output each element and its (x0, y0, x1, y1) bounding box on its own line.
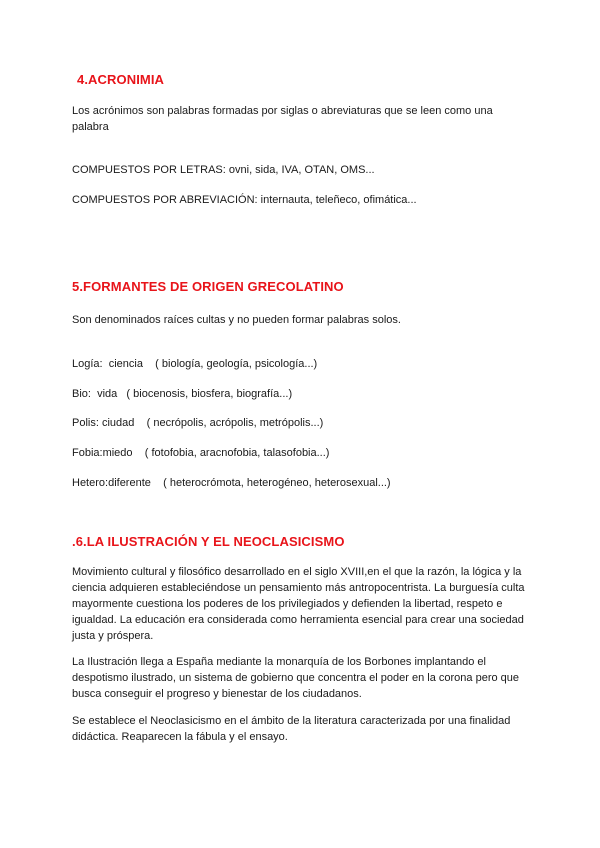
section-5-intro: Son denominados raíces cultas y no pueden formar palabras solos. (72, 314, 401, 326)
formant-examples: ( heterocrómota, heterogéneo, heterosexual...) (163, 477, 391, 489)
formant-row (72, 354, 317, 372)
formant-row (72, 443, 329, 461)
section-4-intro: Los acrónimos son palabras formadas por siglas o abreviaturas que se leen como una palabra (72, 105, 493, 133)
formant-root: Logía: ciencia (72, 358, 143, 370)
formant-root: Hetero:diferente (72, 477, 151, 489)
formant-examples: ( biología, geología, psicología...) (155, 358, 318, 370)
section-4-item: COMPUESTOS POR ABREVIACIÓN: internauta, teleñeco, ofimática... (72, 194, 417, 206)
section-6-paragraph: Se establece el Neoclasicismo en el ámbito de la literatura caracterizada por una finalidad didáctica. Reaparecen la fábula y el ensayo. (72, 715, 511, 743)
section-5-heading: 5.FORMANTES DE ORIGEN GRECOLATINO (72, 279, 344, 294)
section-4-heading: 4.ACRONIMIA (77, 72, 165, 87)
section-6-heading: .6.LA ILUSTRACIÓN Y EL NEOCLASICISMO (72, 534, 345, 549)
section-6-paragraph: La Ilustración llega a España mediante la monarquía de los Borbones implantando el despotismo ilustrado, un sistema de gobierno que concentra el poder en la corona pero que busca conseguir el progreso y bienestar de los ciudadanos. (72, 656, 520, 700)
formant-row (72, 384, 292, 402)
formant-root: Bio: vida (72, 388, 118, 400)
formant-root: Fobia:miedo (72, 447, 133, 459)
section-6-paragraph: Movimiento cultural y filosófico desarrollado en el siglo XVIII,en el que la razón, la lógica y la ciencia adquieren estableciéndose un pensamiento más antropocentrista. La burguesía culta mayormente cuestiona los poderes de los privilegiados y defienden la libertad, respeto e igualdad. La educación era considerada como herramienta esencial para crear una sociedad justa y próspera. (72, 566, 525, 642)
formant-row (72, 413, 323, 431)
formant-row (72, 473, 391, 491)
formant-root: Polis: ciudad (72, 417, 135, 429)
section-4-item: COMPUESTOS POR LETRAS: ovni, sida, IVA, OTAN, OMS... (72, 164, 375, 176)
formant-examples: ( necrópolis, acrópolis, metrópolis...) (146, 417, 324, 429)
formant-examples: ( fotofobia, aracnofobia, talasofobia...) (144, 447, 330, 459)
formant-examples: ( biocenosis, biosfera, biografía...) (126, 388, 293, 400)
